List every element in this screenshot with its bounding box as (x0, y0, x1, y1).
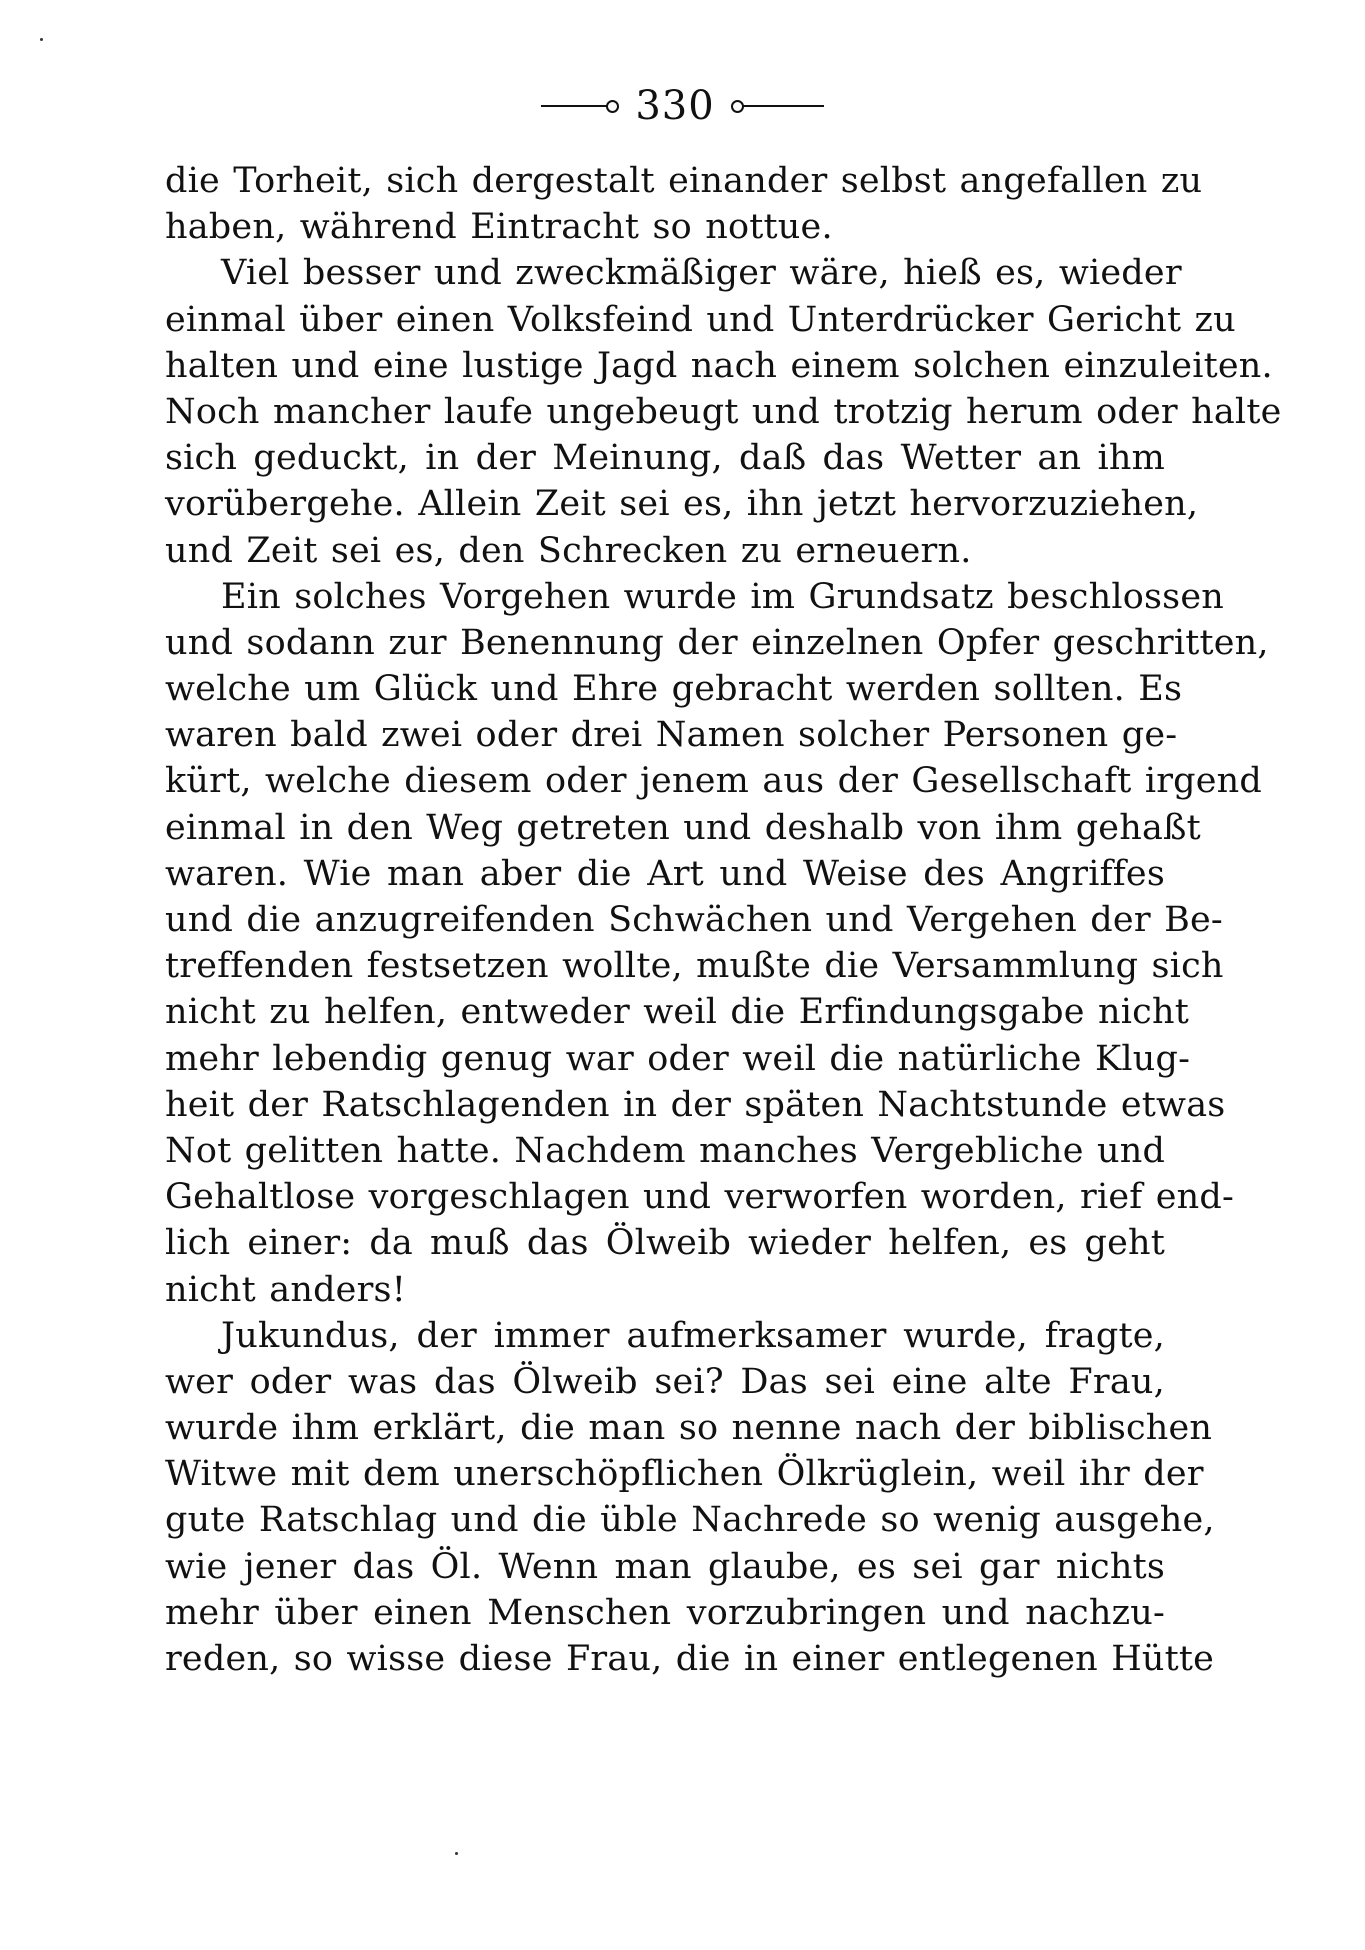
page-number: 330 (635, 83, 715, 129)
page-speck (40, 38, 43, 41)
text-line: und sodann zur Benennung der einzelnen Opfer geschritten, (165, 622, 1269, 663)
ornament-rule-right (739, 105, 824, 107)
text-line: wurde ihm erklärt, die man so nenne nach der biblischen (165, 1408, 1213, 1449)
text-line: halten und eine lustige Jagd nach einem solchen einzuleiten. (165, 345, 1273, 386)
text-line: mehr über einen Menschen vorzubringen und nachzu- (165, 1592, 1165, 1633)
text-line: sich geduckt, in der Meinung, daß das Wetter an ihm (165, 438, 1165, 479)
text-line: lich einer: da muß das Ölweib wieder helfen, es geht (165, 1223, 1165, 1264)
text-line: einmal in den Weg getreten und deshalb von ihm gehaßt (165, 807, 1201, 848)
text-line: waren bald zwei oder drei Namen solcher Personen ge- (165, 715, 1178, 756)
body-text (165, 158, 1282, 1682)
text-line: heit der Ratschlagenden in der späten Nachtstunde etwas (165, 1084, 1226, 1125)
ornament-rule-left (541, 105, 611, 107)
text-line: Jukundus, der immer aufmerksamer wurde, fragte, (221, 1315, 1165, 1356)
text-line: nicht zu helfen, entweder weil die Erfindungsgabe nicht (165, 992, 1189, 1033)
text-line: Noch mancher laufe ungebeugt und trotzig herum oder halte (165, 391, 1282, 432)
text-line: und Zeit sei es, den Schrecken zu erneuern. (165, 530, 972, 571)
text-line: Gehaltlose vorgeschlagen und verworfen worden, rief end- (165, 1177, 1235, 1218)
text-line: vorübergehe. Allein Zeit sei es, ihn jetzt hervorzuziehen, (165, 484, 1199, 525)
text-line: mehr lebendig genug war oder weil die natürliche Klug- (165, 1038, 1191, 1079)
text-line: einmal über einen Volksfeind und Unterdrücker Gericht zu (165, 299, 1236, 340)
text-line: Ein solches Vorgehen wurde im Grundsatz beschlossen (221, 576, 1224, 617)
text-line: kürt, welche diesem oder jenem aus der Gesellschaft irgend (165, 761, 1263, 802)
page-speck (455, 1852, 458, 1855)
text-line: Viel besser und zweckmäßiger wäre, hieß es, wieder (221, 253, 1182, 294)
page-header (0, 83, 1365, 129)
text-line: die Torheit, sich dergestalt einander selbst angefallen zu (165, 161, 1203, 201)
text-line: Not gelitten hatte. Nachdem manches Vergebliche und (165, 1130, 1166, 1171)
text-line: wie jener das Öl. Wenn man glaube, es sei gar nichts (165, 1546, 1165, 1587)
text-line: reden, so wisse diese Frau, die in einer entlegenen Hütte (165, 1639, 1215, 1679)
text-line: waren. Wie man aber die Art und Weise des Angriffes (165, 853, 1165, 894)
text-line: nicht anders! (165, 1269, 406, 1310)
text-line: Witwe mit dem unerschöpflichen Ölkrüglein, weil ihr der (165, 1454, 1204, 1495)
text-line: welche um Glück und Ehre gebracht werden sollten. Es (165, 669, 1183, 710)
text-line: treffenden festsetzen wollte, mußte die Versammlung sich (165, 946, 1224, 987)
text-line: gute Ratschlag und die üble Nachrede so wenig ausgehe, (165, 1500, 1215, 1541)
text-line: und die anzugreifenden Schwächen und Vergehen der Be- (165, 900, 1223, 940)
text-line: wer oder was das Ölweib sei? Das sei eine alte Frau, (165, 1361, 1165, 1402)
text-line: haben, während Eintracht so nottue. (165, 207, 833, 248)
